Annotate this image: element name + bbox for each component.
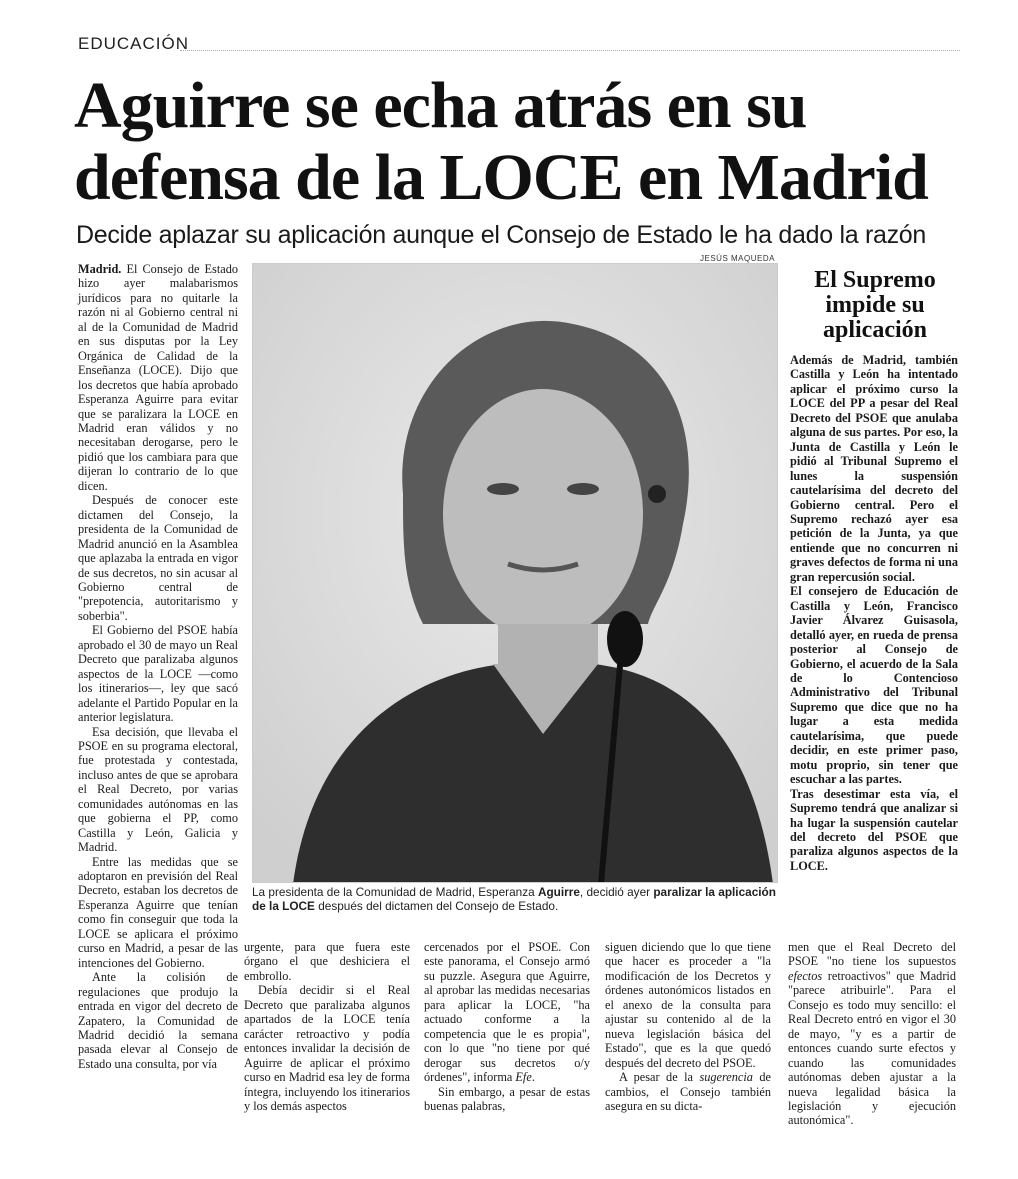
paragraph: Ante la colisión de regulaciones que produjo la entrada en vigor del decreto de Zapatero, la Comunidad de Madrid decidió la semana pasada elevar al Consejo de Estado una consulta, por vía [78,970,238,1071]
article-column-3 [424,940,590,1113]
sidebar-paragraph: Además de Madrid, también Castilla y León ha intentado aplicar el próximo curso la LOCE del PP a pesar del Real Decreto del PSOE que anulaba alguna de sus partes. Por eso, la Junta de Castilla y León le pidió al Tribunal Supremo el lunes la suspensión cautelarísima del decreto del Gobierno central. Pero el Supremo rechazó ayer esa petición de la Junta, ya que entiende que no concurren ni graves defectos de forma ni una gran repercusión social. [790,353,958,584]
paragraph-text: cercenados por el PSOE. Con este panorama, el Consejo armó su puzzle. Asegura que Aguirre, al aprobar las medidas necesarias para aplicar la LOCE, "ha actuado conforme a la competencia que le es propia", con lo que "no tiene por qué derogar sus decretos o/y órdenes", informa [424,940,590,1085]
sidebar-title: El Supremo impide su aplicación [814,267,936,343]
article-column-1 [78,262,238,1071]
paragraph [78,262,238,493]
paragraph: Sin embargo, a pesar de estas buenas palabras, [424,1084,590,1113]
article-column-4 [605,940,771,1113]
paragraph: Esa decisión, que llevaba el PSOE en su programa electoral, fue protestada y contestada, incluso antes de que se aprobara el Real Decreto, por varias comunidades autónomas en las que gobierna el PP, como Castilla y León, Galicia y Madrid. [78,724,238,855]
sidebar-paragraph: Tras desestimar esta vía, el Supremo tendrá que analizar si ha lugar la suspensión cautelar del decreto del PSOE que paraliza algunos aspectos de la LOCE. [790,786,958,873]
portrait-illustration [253,264,778,883]
emphasis: sugerencia [699,1070,753,1085]
paragraph: urgente, para que fuera este órgano el que deshiciera el embrollo. [244,940,410,983]
caption-text: después del dictamen del Consejo de Estado. [314,899,559,913]
subheadline: Decide aplazar su aplicación aunque el Consejo de Estado le ha dado la razón [76,221,927,249]
sidebar-paragraph: El consejero de Educación de Castilla y León, Francisco Javier Álvarez Guisasola, detalló ayer, en rueda de prensa posterior al Consejo de Gobierno, el acuerdo de la Sala de lo Contencioso Administrativo del Tribunal Supremo que dice que no ha lugar a esta medida cautelarísima, que puede decidir, en este primer paso, motu proprio, sin tener que escuchar a las partes. [790,584,958,787]
section-divider [180,50,960,51]
headline: Aguirre se echa atrás en su defensa de la LOCE en Madrid [74,69,928,214]
photo-caption [252,885,778,913]
paragraph: Debía decidir si el Real Decreto que paralizaba algunos apartados de la LOCE tenía carácter retroactivo y podía entonces invalidar la decisión de Aguirre de aplicar el próximo curso en Madrid esa ley de forma íntegra, incluyendo los itinerarios y los demás aspectos [244,983,410,1113]
paragraph-text: retroactivos" que Madrid "parece atribuirle". Para el Consejo es todo muy sencillo: el Real Decreto entró en vigor el 30 de mayo, "y es a partir de entonces cuando surte efectos y cuando las comunidades autónomas deben ajustar a la nueva legalidad básica la legislación y ejecución autonómica". [788,968,956,1128]
article-column-5 [788,940,956,1128]
agency-name: Efe [515,1070,532,1085]
article-photo [252,263,778,883]
photo-credit: JESÚS MAQUEDA [700,254,775,263]
paragraph-text: de cambios, el Consejo también asegura en su dicta- [605,1070,771,1113]
paragraph [605,1070,771,1113]
paragraph-text: . [531,1070,535,1085]
paragraph: Entre las medidas que se adoptaron en previsión del Real Decreto, estaban los decretos de Esperanza Aguirre que tenían como fin conseguir que toda la LOCE se aplicara el próximo curso en Madrid, a pesar de las intenciones del Gobierno. [78,854,238,970]
paragraph-text: men que el Real Decreto del PSOE "no tiene los supuestos [788,940,956,969]
paragraph [788,940,956,1128]
paragraph: Después de conocer este dictamen del Consejo, la presidenta de la Comunidad de Madrid anunció en la Asamblea que aplazaba la entrada en vigor de sus decretos, no sin acusar al Gobierno central de "prepotencia, autoritarismo y soberbia". [78,493,238,623]
paragraph-text: A pesar de la [619,1070,700,1085]
paragraph: siguen diciendo que lo que tiene que hacer es proceder a "la modificación de los Decretos y órdenes autonómicos listados en el anexo de la consulta para ajustar su contenido al de la nueva legislación básica del Estado", que es la que quedó después del decreto del PSOE. [605,940,771,1070]
caption-text: , decidió ayer [579,885,654,899]
caption-name: Aguirre [537,885,580,899]
article-column-2 [244,940,410,1113]
caption-highlight: paralizar la aplicación de la LOCE [252,885,776,913]
paragraph: El Gobierno del PSOE había aprobado el 30 de mayo un Real Decreto que paralizaba algunos aspectos de la LOCE —como los itinerarios—, ley que sacó adelante el Partido Popular en la anterior legislatura. [78,623,238,725]
paragraph-text: El Consejo de Estado hizo ayer malabarismos jurídicos para no quitarle la razón ni al Gobierno central ni al de la Comunidad de Madrid en sus disputas por la Ley Orgánica de Calidad de la Enseñanza (LOCE). Dijo que los decretos que había aprobado Esperanza Aguirre para evitar que se paralizara la LOCE en Madrid eran válidos y no necesitaban derogarse, pero le pidió que los cambiara para que dijeran lo contrario de lo que dicen. [78,262,238,493]
sidebar-body [790,353,958,873]
emphasis: efectos [788,968,823,983]
paragraph [424,940,590,1085]
caption-text: La presidenta de la Comunidad de Madrid, Esperanza [252,885,538,899]
dateline: Madrid. [78,262,122,276]
section-label: EDUCACIÓN [78,34,190,53]
